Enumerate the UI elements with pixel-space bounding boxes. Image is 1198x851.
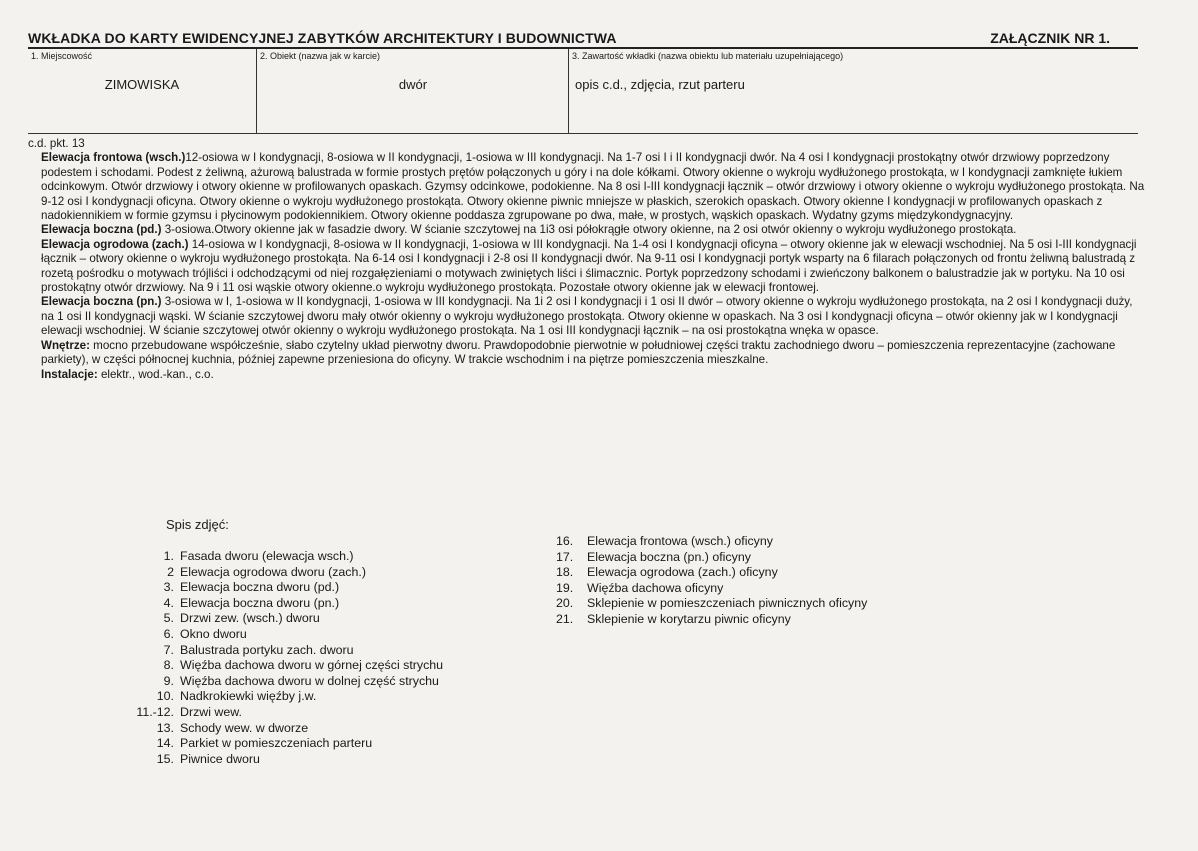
list-item-number: 1. (163, 549, 174, 563)
field-object (256, 49, 569, 133)
paragraph-text: 12-osiowa w I kondygnacji, 8-osiowa w II kondygnacji, 1-osiowa w III kondygnacji. Na 1-7 osi I i II kondygnacji dwór. Na 4 osi I kondygnacji prostokątny otwór drzwiowy poprzedzony podestem i schodami. Podest z żeliwną, ażurową balustrada w formie prostych prętów połączonych u góry i na dole kółkami. Otwory okienne o wykroju wydłużonego prostokąta, w I kondygnacji zamknięte łukiem odcinkowym. Otwór drzwiowy i otwory okienne w profilowanych opaskach. Gzymsy odcinkowe, podokienne. Na 8 osi I-III kondygnacji łącznik – otwór drzwiowy i otwory okienne o wykroju wydłużonego prostokąta. Na 9-12 osi I kondygnacji oficyna. Otwory okienne o wykroju wydłużonego prostokąta. Otwory okienne piwnic mniejsze w płaskich, szerokich opaskach. Otwory okienne I kondygnacji w profilowanych opaskach z nadokiennikiem w formie gzymsu i płycinowym podokiennikiem. Otwory okienne poddasza zgrupowane po dwa, małe, w prostych, wąskich opaskach. Wydatny gzyms międzykondygnacyjny. (41, 151, 1145, 223)
description-body (28, 137, 1146, 382)
list-item-number: 14. (156, 736, 174, 751)
field-locality-label: 1. Miejscowość (31, 51, 93, 61)
list-item-number: 16. (556, 534, 574, 548)
list-item-number: 4. (163, 595, 174, 610)
list-item (110, 611, 530, 627)
list-item-text: Elewacja boczna (pn.) oficyny (587, 549, 751, 564)
list-item-text: Schody wew. w dworze (180, 720, 309, 735)
list-item (556, 612, 976, 628)
paragraph-south-elevation (28, 223, 1146, 237)
list-item (556, 534, 976, 550)
field-locality-value: ZIMOWISKA (104, 77, 180, 92)
field-object-value: dwór (398, 77, 428, 92)
list-item-number: 17. (556, 549, 574, 564)
field-contents-value: opis c.d., zdjęcia, rzut parteru (575, 77, 745, 92)
paragraph-interior (28, 339, 1146, 368)
annex-label: ZAŁĄCZNIK NR 1. (990, 30, 1110, 46)
list-item-number: 9. (163, 673, 174, 688)
paragraph-north-elevation (28, 295, 1146, 338)
list-item (110, 674, 530, 690)
list-item (556, 596, 976, 612)
list-item-text: Parkiet w pomieszczeniach parteru (180, 736, 373, 751)
list-item-text: Sklepienie w pomieszczeniach piwnicznych oficyny (587, 596, 868, 611)
paragraph-heading: Elewacja boczna (pn.) (41, 295, 162, 309)
list-item (110, 596, 530, 612)
list-item (110, 643, 530, 659)
paragraph-installations (28, 368, 1146, 382)
paragraph-text: 3-osiowa.Otwory okienne jak w fasadzie dwory. W ścianie szczytowej na 1i3 osi półokrągłe otwory okienne, na 2 osi otwór okienny o wykroju wydłużonego prostokąta. (161, 223, 1017, 237)
list-item (110, 627, 530, 643)
list-item-text: Piwnice dworu (180, 751, 260, 766)
list-item-text: Okno dworu (180, 626, 247, 641)
list-item-text: Sklepienie w korytarzu piwnic oficyny (587, 611, 791, 626)
list-item-number: 21. (556, 611, 574, 626)
list-item-number: 13. (156, 720, 174, 735)
paragraph-heading: Instalacje: (41, 367, 98, 381)
list-item (110, 580, 530, 596)
list-item-number: 11.-12. (136, 704, 174, 719)
list-item-text: Elewacja ogrodowa (zach.) oficyny (587, 565, 778, 580)
list-item-text: Elewacja ogrodowa dworu (zach.) (180, 564, 366, 579)
photo-list-heading: Spis zdjęć: (166, 517, 229, 532)
list-item-text: Nadkrokiewki więźby j.w. (180, 689, 317, 704)
paragraph-heading: Elewacja boczna (pd.) (41, 223, 162, 237)
paragraph-garden-elevation (28, 238, 1146, 296)
paragraph-heading: Elewacja frontowa (wsch.) (41, 151, 186, 165)
list-item-number: 2 (167, 564, 174, 579)
list-item-text: Więźba dachowa oficyny (587, 580, 724, 595)
list-item-number: 5. (163, 611, 174, 626)
photo-list-right (556, 534, 976, 628)
document-title: WKŁADKA DO KARTY EWIDENCYJNEJ ZABYTKÓW ARCHITEKTURY I BUDOWNICTWA (28, 30, 617, 46)
photo-list-left (110, 549, 530, 767)
list-item-text: Fasada dworu (elewacja wsch.) (180, 549, 354, 563)
list-item-text: Drzwi zew. (wsch.) dworu (180, 611, 320, 626)
list-item-text: Elewacja frontowa (wsch.) oficyny (587, 534, 773, 548)
field-locality (28, 49, 256, 133)
list-item-text: Elewacja boczna dworu (pd.) (180, 580, 340, 595)
list-item-number: 8. (163, 658, 174, 673)
paragraph-text: 14-osiowa w I kondygnacji, 8-osiowa w II kondygnacji, 1-osiowa w III kondygnacji. Na 1-4 osi I kondygnacji oficyna – otwory okienne jak w elewacji wschodniej. Na 5 osi I-III kondygnacji łącznik – otwory okienne o wykroju wydłużonego prostokąta. Na 6-14 osi I kondygnacji i 2-8 osi II kondygnacji dwór. Na 9-11 osi I kondygnacji portyk wsparty na 6 filarach połączonych od frontu żeliwną balustradą z rozetą pośrodku o motywach trójliści i odchodzącymi od niej rozgałęzieniami o motywach zwiniętych liści i ślimacznic. Portyk poprzedzony schodami i zwieńczony balkonem o balustradzie jak w portyku. Na 10 osi prostokątny otwór drzwiowy. Na 9 i 11 osi wąskie otwory okienne.o wykroju wydłużonego prostokąta. Pozostałe otwory okienne jak w elewacji frontowej. (41, 237, 1137, 295)
list-item-number: 6. (163, 626, 174, 641)
list-item-number: 18. (556, 565, 574, 580)
header-bottom-rule (28, 133, 1138, 134)
list-item (110, 736, 530, 752)
list-item-number: 7. (163, 642, 174, 657)
list-item-number: 3. (163, 580, 174, 595)
field-contents (568, 49, 1139, 133)
field-object-label: 2. Obiekt (nazwa jak w karcie) (260, 51, 381, 61)
paragraph-heading: Elewacja ogrodowa (zach.) (41, 237, 189, 251)
paragraph-front-elevation (28, 151, 1146, 223)
list-item (110, 752, 530, 768)
list-item-number: 19. (556, 580, 574, 595)
paragraph-text: 3-osiowa w I, 1-osiowa w II kondygnacji, 1-osiowa w III kondygnacji. Na 1i 2 osi I kondygnacji i 1 osi II dwór – otwory okienne o wykroju wydłużonego prostokąta, na 2 osi I kondygnacji duży, na 1 osi II kondygnacji wąski. W ścianie szczytowej dworu mały otwór okienny o wykroju wydłużonego prostokąta. Otwory okienne w opaskach. Na 3 osi I kondygnacji oficyna – otwór okienny jak w I kondygnacji elewacji wschodniej. W ścianie szczytowej otwór okienny o wykroju wydłużonego prostokąta. Na 1 osi III kondygnacji łącznik – na osi prostokątna wnęka w opasce. (41, 295, 1133, 338)
paragraph-heading: Wnętrze: (41, 338, 90, 352)
list-item-number: 15. (156, 751, 174, 766)
continuation-note: c.d. pkt. 13 (28, 137, 85, 150)
list-item-text: Więźba dachowa dworu w górnej części strychu (180, 658, 444, 673)
list-item (110, 721, 530, 737)
list-item (110, 549, 530, 565)
list-item (110, 565, 530, 581)
paragraph-text: elektr., wod.-kan., c.o. (97, 367, 214, 381)
list-item-text: Drzwi wew. (180, 704, 242, 719)
list-item-text: Elewacja boczna dworu (pn.) (180, 595, 340, 610)
list-item (110, 658, 530, 674)
list-item-number: 10. (156, 689, 174, 704)
paragraph-text: mocno przebudowane współcześnie, słabo czytelny układ pierwotny dworu. Prawdopodobnie pierwotnie w południowej części traktu zachodniego dworu – pomieszczenia reprezentacyjne (zachowane parkiety), w części północnej kuchnia, później zapewne przeniesiona do oficyny. W trakcie wschodnim i na piętrze pomieszczenia mieszkalne. (41, 338, 1116, 367)
list-item-text: Więźba dachowa dworu w dolnej część strychu (180, 673, 439, 688)
list-item (556, 565, 976, 581)
list-item (556, 581, 976, 597)
list-item (110, 689, 530, 705)
list-item (556, 550, 976, 566)
list-item (110, 705, 530, 721)
list-item-number: 20. (556, 596, 574, 611)
list-item-text: Balustrada portyku zach. dworu (180, 642, 354, 657)
field-contents-label: 3. Zawartość wkładki (nazwa obiektu lub materiału uzupełniającego) (572, 51, 844, 61)
